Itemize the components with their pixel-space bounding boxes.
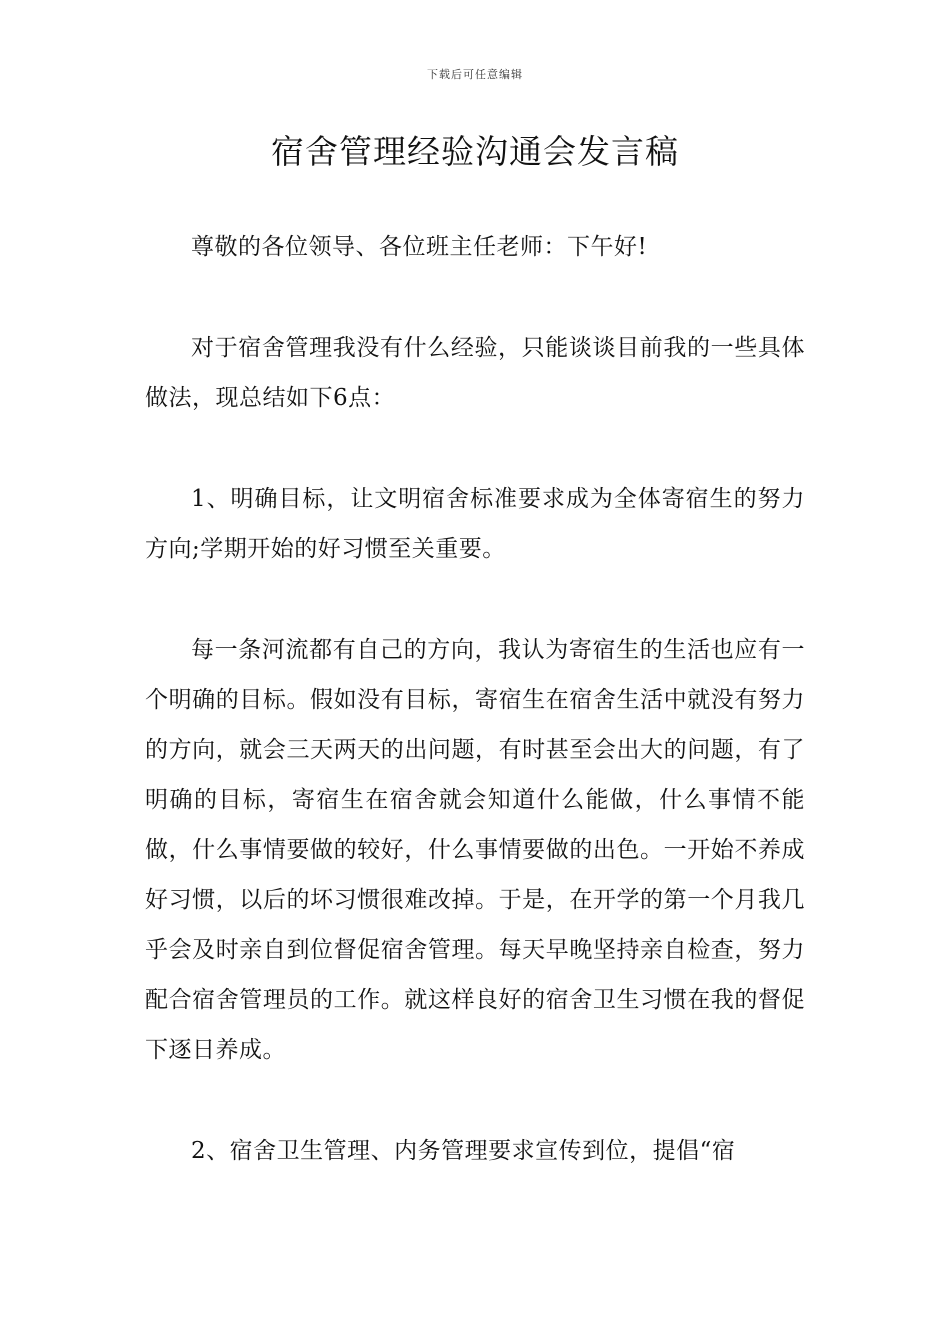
document-body — [145, 222, 805, 1227]
paragraph-intro: 对于宿舍管理我没有什么经验，只能谈谈目前我的一些具体做法，现总结如下6点： — [145, 335, 805, 411]
paragraph-greeting: 尊敬的各位领导、各位班主任老师：下午好! — [191, 234, 648, 260]
paragraph-point-1-detail: 每一条河流都有自己的方向，我认为寄宿生的生活也应有一个明确的目标。假如没有目标，寄宿生在宿舍生活中就没有努力的方向，就会三天两天的出问题，有时甚至会出大的问题，有了明确的目标，寄宿生在宿舍就会知道什么能做，什么事情不能做，什么事情要做的较好，什么事情要做的出色。一开始不养成好习惯，以后的坏习惯很难改掉。于是，在开学的第一个月我几乎会及时亲自到位督促宿舍管理。每天早晚坚持亲自检查，努力配合宿舍管理员的工作。就这样良好的宿舍卫生习惯在我的督促下逐日养成。 — [145, 637, 805, 1063]
header-note: 下载后可任意编辑 — [427, 68, 523, 81]
document-title: 宿舍管理经验沟通会发言稿 — [271, 132, 679, 171]
paragraph-point-2: 2、宿舍卫生管理、内务管理要求宣传到位，提倡“宿 — [191, 1138, 736, 1164]
paragraph-point-1: 1、明确目标，让文明宿舍标准要求成为全体寄宿生的努力方向;学期开始的好习惯至关重要。 — [145, 486, 805, 562]
